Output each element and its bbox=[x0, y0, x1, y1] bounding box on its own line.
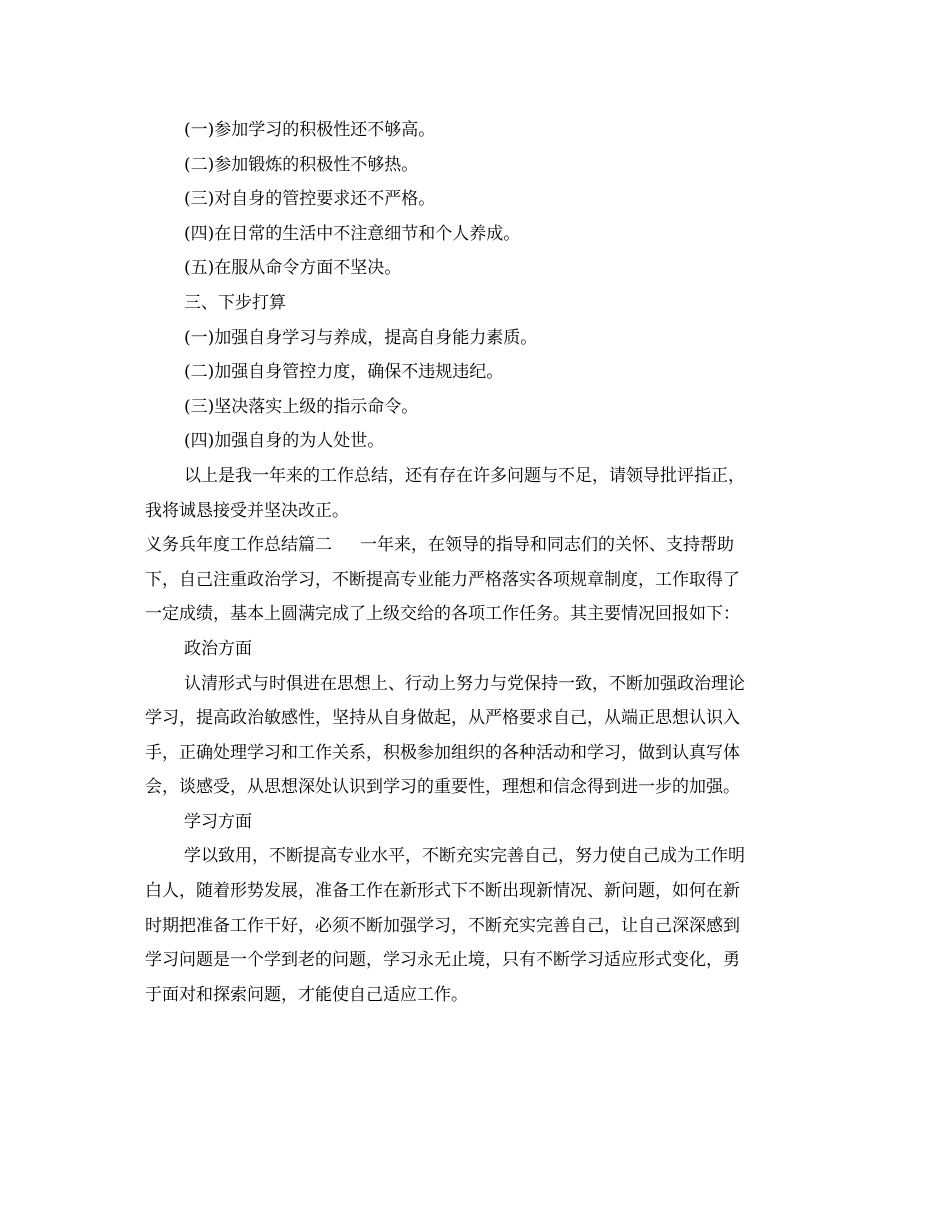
paragraph-line: 手，正确处理学习和工作关系，积极参加组织的各种活动和学习，做到认真写体 bbox=[145, 742, 740, 763]
paragraph-line: 一年来，在领导的指导和同志们的关怀、支持帮助 bbox=[360, 535, 734, 556]
section-heading: 政治方面 bbox=[184, 638, 252, 659]
paragraph-line: 会，谈感受，从思想深处认识到学习的重要性，理想和信念得到进一步的加强。 bbox=[145, 777, 740, 798]
paragraph-line: 时期把准备工作干好，必须不断加强学习，不断充实完善自己，让自己深深感到 bbox=[145, 915, 740, 936]
paragraph-line: 学习问题是一个学到老的问题，学习永无止境，只有不断学习适应形式变化，勇 bbox=[145, 950, 740, 971]
paragraph-line: 一定成绩，基本上圆满完成了上级交给的各项工作任务。其主要情况回报如下： bbox=[145, 604, 740, 625]
paragraph-line: 下，自己注重政治学习，不断提高专业能力严格落实各项规章制度，工作取得了 bbox=[145, 569, 740, 590]
article-title: 义务兵年度工作总结篇二 bbox=[145, 535, 332, 556]
paragraph-line: 于面对和探索问题，才能使自己适应工作。 bbox=[145, 984, 468, 1005]
section-heading: 三、下步打算 bbox=[184, 292, 286, 313]
paragraph-line: 学习，提高政治敏感性，坚持从自身做起，从严格要求自己，从端正思想认识入 bbox=[145, 708, 740, 729]
article-title-line bbox=[145, 528, 805, 563]
document-body bbox=[145, 113, 805, 1012]
list-item: (二)参加锻炼的积极性不够热。 bbox=[184, 154, 419, 175]
list-item: (三)坚决落实上级的指示命令。 bbox=[184, 396, 419, 417]
paragraph-line: 学以致用，不断提高专业水平，不断充实完善自己，努力使自己成为工作明 bbox=[184, 846, 745, 867]
list-item: (一)参加学习的积极性还不够高。 bbox=[184, 120, 436, 140]
section-heading: 学习方面 bbox=[184, 811, 252, 832]
list-item: (一)加强自身学习与养成，提高自身能力素质。 bbox=[184, 327, 538, 348]
list-item: (二)加强自身管控力度，确保不违规违纪。 bbox=[184, 362, 504, 383]
list-item: (四)在日常的生活中不注意细节和个人养成。 bbox=[184, 223, 521, 244]
paragraph-line: 白人，随着形势发展，准备工作在新形式下不断出现新情况、新问题，如何在新 bbox=[145, 881, 740, 902]
paragraph-line: 认清形式与时俱进在思想上、行动上努力与党保持一致，不断加强政治理论 bbox=[184, 673, 745, 694]
list-item: (四)加强自身的为人处世。 bbox=[184, 431, 385, 452]
list-item: (三)对自身的管控要求还不严格。 bbox=[184, 189, 436, 210]
list-item: (五)在服从命令方面不坚决。 bbox=[184, 258, 402, 279]
paragraph-line: 以上是我一年来的工作总结，还有存在许多问题与不足，请领导批评指正， bbox=[184, 465, 745, 486]
paragraph-line: 我将诚恳接受并坚决改正。 bbox=[145, 500, 349, 521]
